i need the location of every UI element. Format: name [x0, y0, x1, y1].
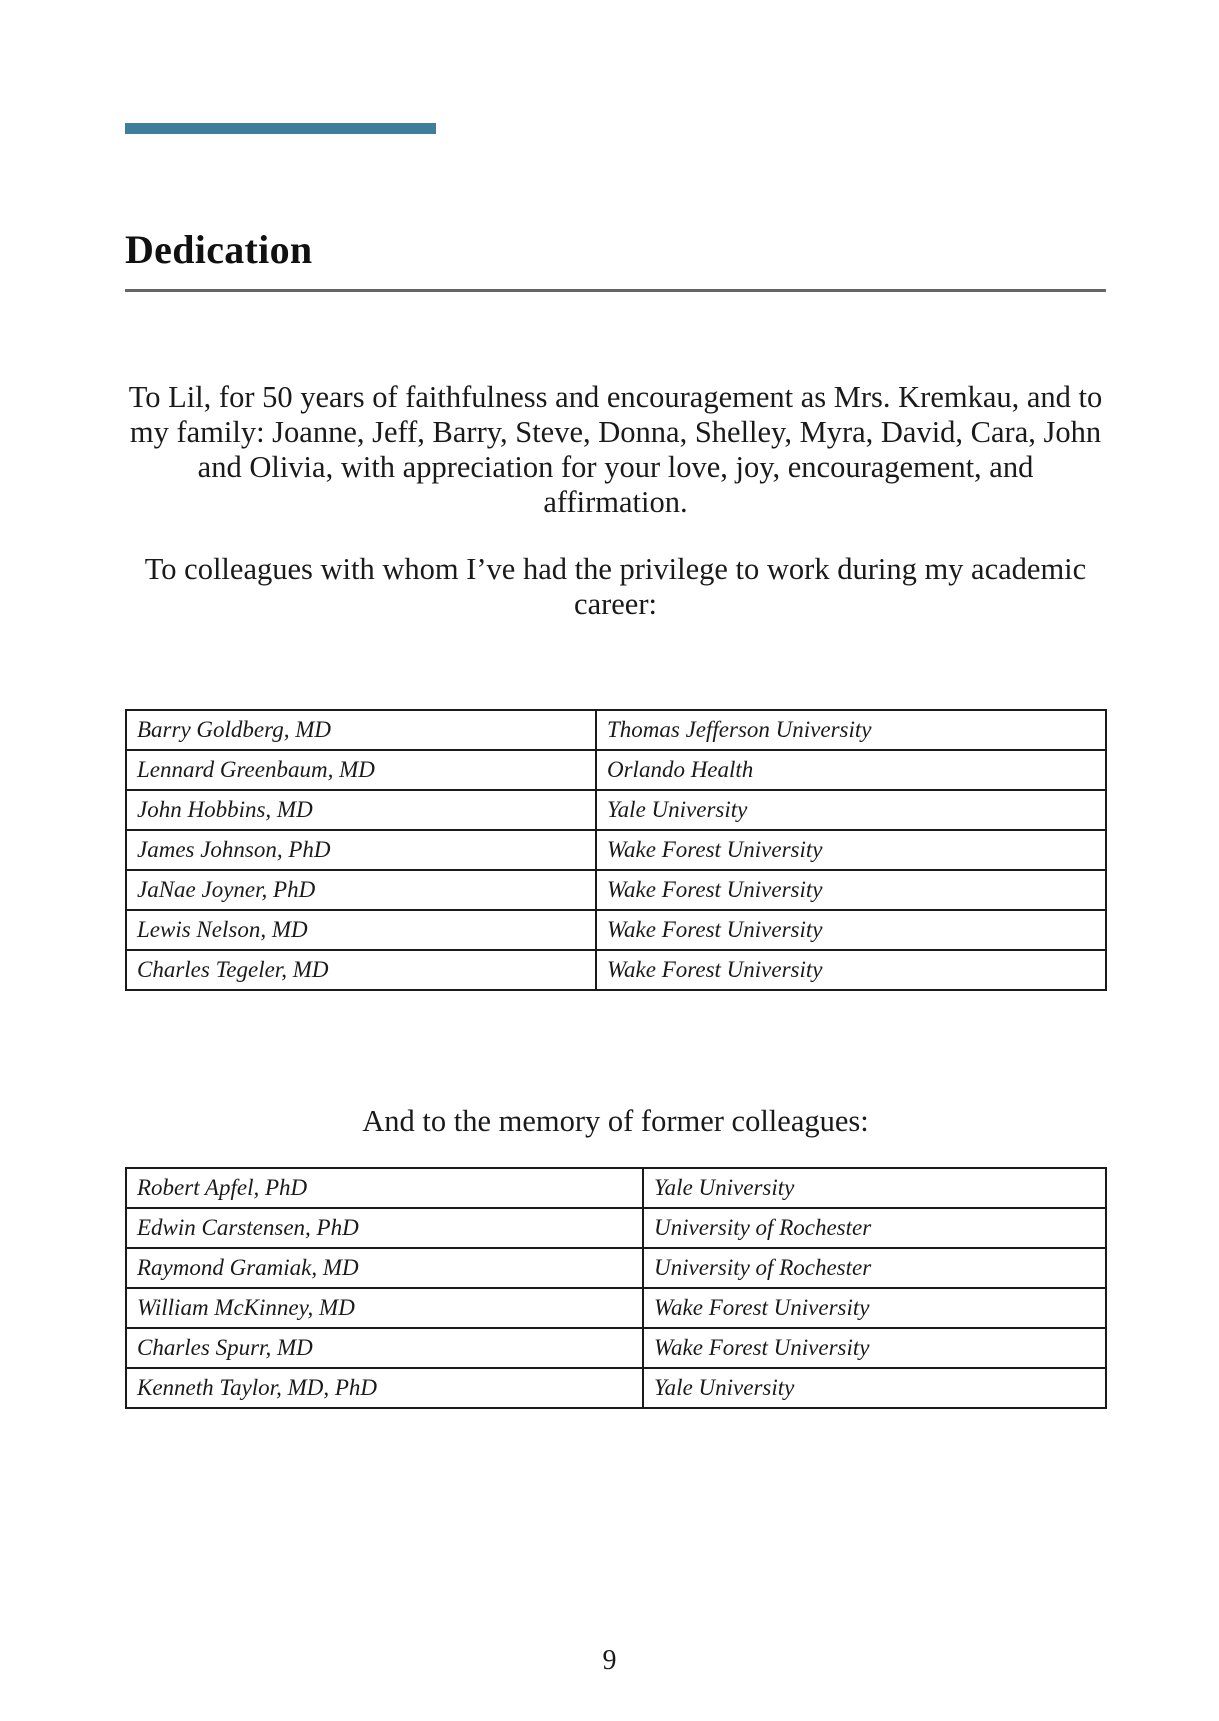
page-number: 9: [602, 1645, 617, 1676]
colleague-name-cell: Charles Spurr, MD: [126, 1328, 643, 1368]
table-row: [126, 870, 1106, 910]
institution-cell: University of Rochester: [643, 1248, 1106, 1288]
table-row: [126, 910, 1106, 950]
institution-cell: Wake Forest University: [643, 1328, 1106, 1368]
institution-cell: Orlando Health: [596, 750, 1106, 790]
institution-cell: Wake Forest University: [643, 1288, 1106, 1328]
table-row: [126, 1328, 1106, 1368]
colleague-name-cell: Robert Apfel, PhD: [126, 1168, 643, 1208]
institution-cell: University of Rochester: [643, 1208, 1106, 1248]
table-row: [126, 1208, 1106, 1248]
institution-cell: Thomas Jefferson University: [596, 710, 1106, 750]
colleague-name-cell: Lennard Greenbaum, MD: [126, 750, 596, 790]
institution-cell: Wake Forest University: [596, 870, 1106, 910]
colleague-name-cell: Kenneth Taylor, MD, PhD: [126, 1368, 643, 1408]
colleagues-intro: To colleagues with whom I’ve had the privilege to work during my academic career:: [144, 552, 1087, 621]
table-row: [126, 750, 1106, 790]
institution-cell: Yale University: [643, 1168, 1106, 1208]
table-row: [126, 950, 1106, 990]
colleague-name-cell: John Hobbins, MD: [126, 790, 596, 830]
page-title: Dedication: [125, 227, 313, 272]
institution-cell: Wake Forest University: [596, 830, 1106, 870]
former-colleagues-table: [125, 1167, 1107, 1409]
heading-divider: [125, 289, 1106, 292]
table-row: [126, 710, 1106, 750]
colleague-name-cell: James Johnson, PhD: [126, 830, 596, 870]
colleague-name-cell: William McKinney, MD: [126, 1288, 643, 1328]
colleagues-table: [125, 709, 1107, 991]
colleague-name-cell: JaNae Joyner, PhD: [126, 870, 596, 910]
institution-cell: Yale University: [596, 790, 1106, 830]
institution-cell: Wake Forest University: [596, 910, 1106, 950]
former-colleagues-table-body: [126, 1168, 1106, 1408]
table-row: [126, 1248, 1106, 1288]
colleague-name-cell: Edwin Carstensen, PhD: [126, 1208, 643, 1248]
table-row: [126, 790, 1106, 830]
colleague-name-cell: Raymond Gramiak, MD: [126, 1248, 643, 1288]
institution-cell: Yale University: [643, 1368, 1106, 1408]
table-row: [126, 1368, 1106, 1408]
colleagues-table-body: [126, 710, 1106, 990]
table-row: [126, 1288, 1106, 1328]
colleague-name-cell: Lewis Nelson, MD: [126, 910, 596, 950]
table-row: [126, 830, 1106, 870]
colleague-name-cell: Charles Tegeler, MD: [126, 950, 596, 990]
memory-intro: And to the memory of former colleagues:: [362, 1104, 869, 1138]
table-row: [126, 1168, 1106, 1208]
institution-cell: Wake Forest University: [596, 950, 1106, 990]
accent-bar: [125, 123, 436, 134]
colleague-name-cell: Barry Goldberg, MD: [126, 710, 596, 750]
dedication-paragraph: To Lil, for 50 years of faithfulness and encouragement as Mrs. Kremkau, and to my family: Joanne, Jeff, Barry, Steve, Donna, Shelley, Myra, David, Cara, John and Olivia, with appreciation for your love, joy, encouragement, and affirmation.: [128, 380, 1103, 519]
